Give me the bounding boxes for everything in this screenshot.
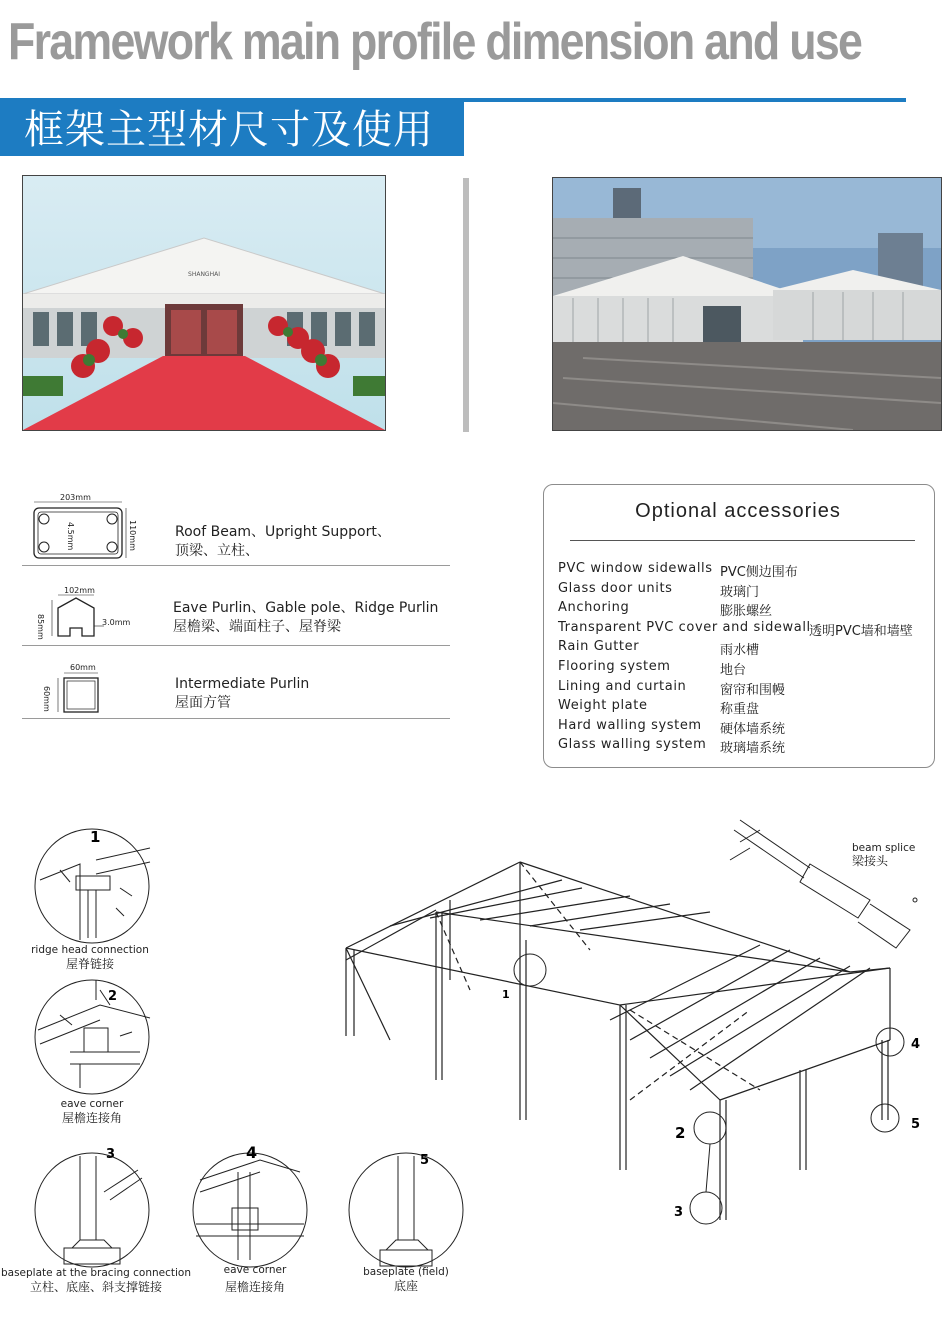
detail-5-zh: 底座 [393, 1279, 418, 1293]
page-title-en: Framework main profile dimension and use [8, 13, 862, 71]
profile-3-width: 60mm [70, 663, 96, 672]
accessory-item-en: Lining and curtain [558, 678, 687, 694]
profile-divider [22, 565, 450, 566]
frame-label-2: 2 [675, 1124, 686, 1142]
accessory-item-en: Flooring system [558, 659, 671, 674]
frame-label-1: 1 [502, 988, 510, 1001]
detail-1-en: ridge head connection [31, 944, 149, 956]
detail-3-number: 3 [106, 1147, 116, 1162]
accessory-item-en: Hard walling system [558, 717, 702, 733]
profile-divider [22, 718, 450, 719]
accessory-item-en: Rain Gutter [558, 639, 640, 655]
accessory-item-zh: 窗帘和围幔 [720, 682, 786, 698]
accessory-item-zh: 玻璃门 [720, 584, 760, 600]
profile-1-thickness: 4.5mm [66, 522, 75, 551]
profile-divider [22, 645, 450, 646]
detail-5-caption [346, 1265, 466, 1293]
accessories-divider [570, 540, 915, 541]
detail-4-zh: 屋檐连接角 [224, 1280, 285, 1294]
profile-2-thickness: 3.0mm [102, 618, 131, 627]
page-title-zh: 框架主型材尺寸及使用 [24, 107, 434, 153]
detail-3-en: baseplate at the bracing connection [0, 1267, 192, 1279]
profile-2-en: Eave Purlin、Gable pole、Ridge Purlin [173, 600, 439, 616]
beam-splice-en: beam splice [852, 842, 916, 854]
tent-photo-exterior [552, 177, 942, 431]
profile-2-zh: 屋檐梁、端面柱子、屋脊梁 [173, 619, 341, 635]
profile-sections-drawing [22, 488, 162, 728]
detail-5-en: baseplate (field) [363, 1266, 449, 1278]
accessory-item-zh: 称重盘 [720, 702, 760, 718]
profile-1-zh: 顶梁、立柱、 [175, 543, 259, 559]
profile-2-height: 85mm [36, 614, 45, 640]
detail-5-number: 5 [420, 1153, 430, 1168]
accessory-item-zh: 地台 [720, 663, 747, 678]
profile-2-desc [173, 599, 438, 637]
detail-2-en: eave corner [60, 1098, 124, 1110]
photo-divider [463, 178, 469, 432]
profile-1-en: Roof Beam、Upright Support、 [175, 524, 391, 540]
detail-2-number: 2 [108, 989, 118, 1004]
detail-2-zh: 屋檐连接角 [61, 1111, 122, 1125]
profile-3-desc [175, 675, 309, 713]
accessory-item-zh: 透明PVC墙和墙壁 [809, 623, 913, 639]
accessory-item-zh: 硬体墙系统 [720, 721, 786, 737]
accessory-item-en: PVC window sidewalls [558, 561, 713, 576]
detail-4-number: 4 [246, 1143, 258, 1162]
profile-1-width: 203mm [60, 493, 91, 502]
detail-3-zh: 立柱、底座、斜支撑链接 [29, 1280, 162, 1294]
profile-3-en: Intermediate Purlin [175, 676, 310, 692]
detail-2-caption [0, 1097, 184, 1125]
profile-1-desc [175, 523, 391, 561]
detail-4-en: eave corner [223, 1264, 287, 1276]
profile-3-zh: 屋面方管 [175, 695, 231, 711]
accessories-title: Optional accessories [635, 500, 841, 522]
detail-1-zh: 屋脊链接 [65, 957, 114, 971]
svg-text:SHANGHAI: SHANGHAI [188, 271, 220, 278]
accessory-item-en: Transparent PVC cover and sidewall [558, 619, 811, 635]
accessory-item-en: Anchoring [558, 600, 630, 616]
beam-splice-caption [852, 841, 915, 868]
accessory-item-zh: 膨胀螺丝 [720, 604, 773, 620]
detail-1-caption [0, 943, 180, 971]
frame-label-5: 5 [911, 1117, 921, 1132]
profile-2-width: 102mm [64, 586, 95, 595]
detail-4-caption [190, 1263, 320, 1294]
accessory-item-zh: 雨水槽 [720, 643, 760, 659]
frame-label-3: 3 [674, 1205, 684, 1220]
accessory-item-zh: 玻璃墙系统 [720, 741, 786, 757]
detail-1-number: 1 [90, 828, 101, 846]
accessory-item-en: Glass walling system [558, 737, 707, 753]
beam-splice-zh: 梁接头 [852, 854, 889, 868]
profile-3-height: 60mm [42, 686, 51, 712]
profile-1-height: 110mm [128, 520, 137, 551]
accessory-item-en: Glass door units [558, 580, 673, 596]
accessory-item-zh: PVC侧边围布 [720, 565, 798, 580]
accessory-item-en: Weight plate [558, 698, 648, 714]
frame-label-4: 4 [911, 1037, 921, 1052]
detail-3-caption [0, 1266, 192, 1294]
tent-photo-entrance [22, 175, 386, 431]
